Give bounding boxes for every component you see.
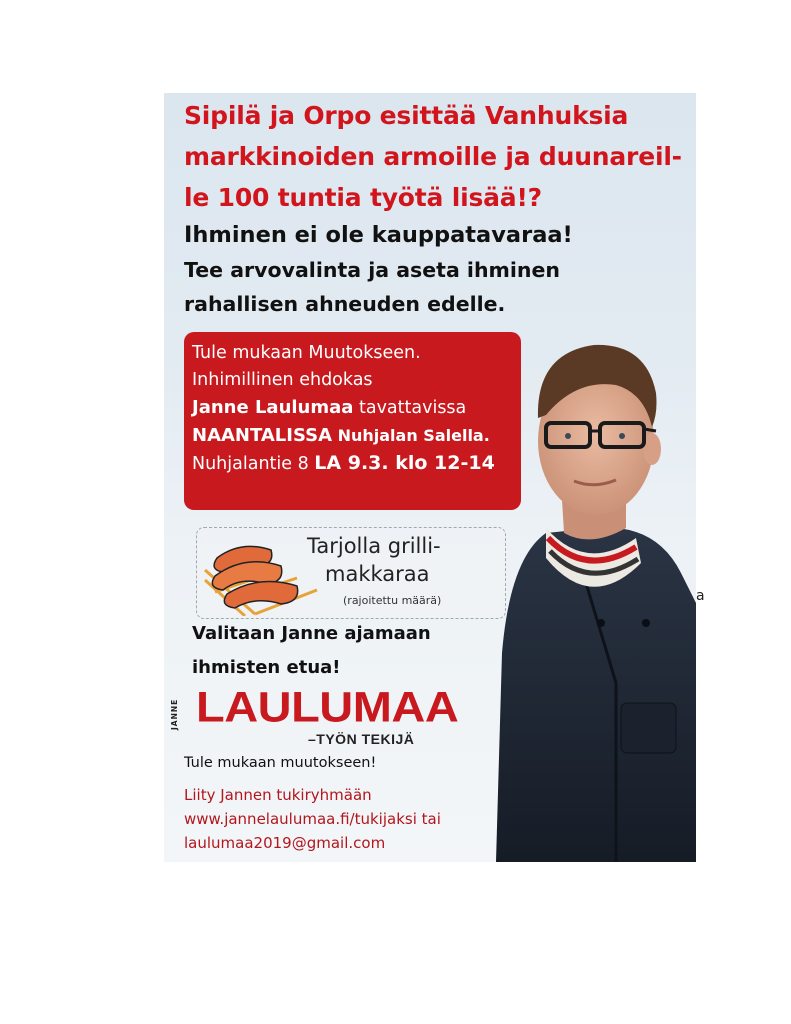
logo-last-name: LAULUMAA xyxy=(196,682,459,731)
subline-1: Tee arvovalinta ja aseta ihminen xyxy=(184,258,561,282)
sausage-grill-icon xyxy=(201,530,319,616)
grill-note: (rajoitettu määrä) xyxy=(343,594,442,607)
headline-line-1: Sipilä ja Orpo esittää Vanhuksia xyxy=(184,101,629,130)
subline xyxy=(184,253,560,321)
candidate-name: Janne Laulumaa xyxy=(192,397,354,418)
logo-first-name xyxy=(170,696,194,736)
event-box xyxy=(184,332,521,510)
subline-2: rahallisen ahneuden edelle. xyxy=(184,292,506,316)
logo-tagline: –TYÖN TEKIJÄ xyxy=(308,731,415,747)
event-line-3-suffix: tavattavissa xyxy=(353,398,467,418)
event-datetime: LA 9.3. klo 12-14 xyxy=(314,452,495,474)
event-line-2: Inhimillinen ehdokas xyxy=(192,370,373,390)
grill-line-2: makkaraa xyxy=(325,562,430,586)
slogan xyxy=(192,617,431,685)
event-line-3 xyxy=(192,394,521,422)
grill-offer xyxy=(196,527,506,619)
headline-line-3: le 100 tuntia työtä lisää!? xyxy=(184,183,542,212)
campaign-poster xyxy=(164,93,696,862)
event-venue: Nuhjalan Salella. xyxy=(332,426,490,445)
headline xyxy=(184,95,694,218)
contact-line-1: Liity Jannen tukiryhmään xyxy=(184,786,372,804)
statement: Ihminen ei ole kauppatavaraa! xyxy=(184,222,573,248)
contact-website: www.jannelaulumaa.fi/tukijaksi tai xyxy=(184,810,441,828)
event-line-1: Tule mukaan Muutokseen. xyxy=(192,343,421,363)
stray-character: a xyxy=(696,588,705,604)
slogan-line-2: ihmisten etua! xyxy=(192,657,341,678)
event-line-5 xyxy=(192,450,521,478)
candidate-logo xyxy=(170,682,484,758)
slogan-line-1: Valitaan Janne ajamaan xyxy=(192,623,431,644)
event-town: NAANTALISSA xyxy=(192,425,333,446)
logo-first-name-text: JANNE xyxy=(170,698,179,730)
contact-info xyxy=(184,783,441,855)
event-line-4 xyxy=(192,422,521,450)
event-address: Nuhjalantie 8 xyxy=(192,454,315,474)
contact-email: laulumaa2019@gmail.com xyxy=(184,834,386,852)
grill-line-1: Tarjolla grilli- xyxy=(307,534,441,558)
headline-line-2: markkinoiden armoille ja duunareil- xyxy=(184,142,682,171)
join-text: Tule mukaan muutokseen! xyxy=(184,755,377,771)
